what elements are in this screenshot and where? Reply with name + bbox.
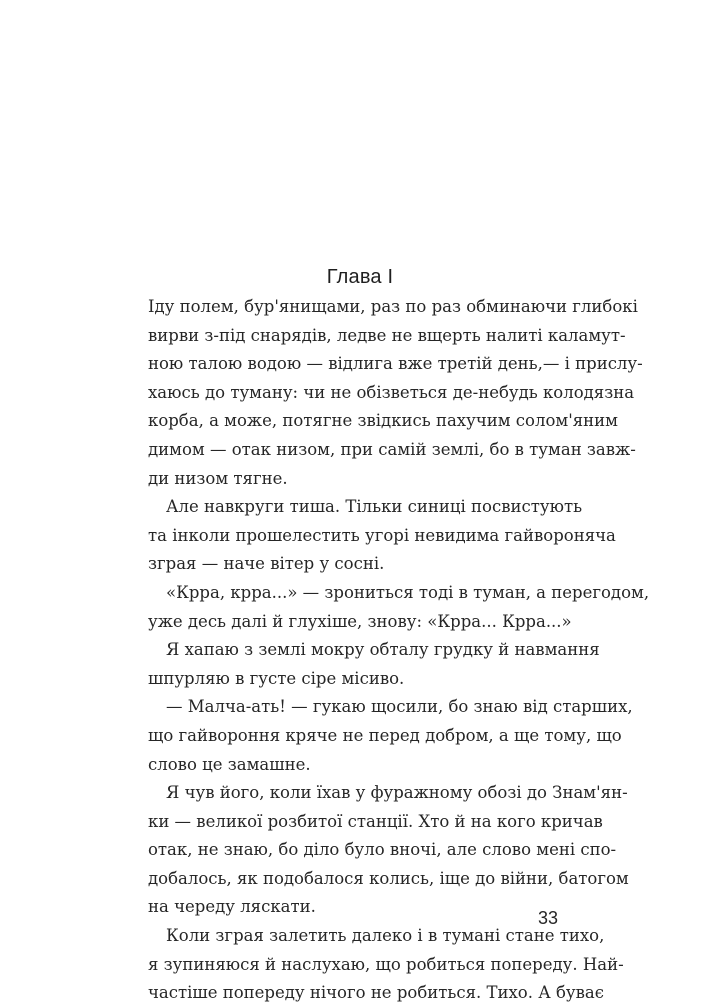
text-line: слово це замашне.	[148, 754, 311, 774]
text-line: шпурляю в густе сіре місиво.	[148, 668, 405, 688]
text-line: ки — великої розбитої станції. Хто й на кого кричав	[148, 811, 603, 831]
text-line: Я хапаю з землі мокру обталу грудку й навмання	[166, 640, 600, 660]
text-line: отак, не знаю, бо діло було вночі, але слово мені спо-	[148, 840, 617, 860]
text-line: вирви з-під снарядів, ледве не вщерть налиті каламут-	[148, 325, 626, 345]
text-line: димом — отак низом, при самій землі, бо в туман завж-	[148, 439, 636, 459]
text-line: частіше попереду нічого не робиться. Тихо. А буває	[148, 983, 604, 1003]
text-line: корба, а може, потягне звідкись пахучим солом'яним	[148, 411, 619, 431]
text-line: — Малча-ать! — гукаю щосили, бо знаю від старших,	[166, 697, 633, 717]
text-line: «Крра, крра...» — зрониться тоді в туман, а перегодом,	[166, 582, 650, 602]
text-line: хаюсь до туману: чи не обізветься де-небудь колодязна	[148, 382, 635, 402]
text-line: Іду полем, бур'янищами, раз по раз обминаючи глибокі	[148, 297, 638, 316]
text-line: на череду ляскати.	[148, 897, 316, 917]
text-line: Я чув його, коли їхав у фуражному обозі до Знам'ян-	[166, 783, 628, 803]
body-text	[148, 293, 650, 1008]
text-line: я зупиняюся й наслухаю, що робиться попереду. Най-	[148, 954, 624, 974]
text-line: та інколи прошелестить угорі невидима гайвороняча	[148, 525, 616, 545]
chapter-title: Глава I	[326, 266, 394, 288]
text-line: Але навкруги тиша. Тільки синиці посвистують	[166, 497, 583, 517]
text-line: зграя — наче вітер у сосні.	[148, 554, 385, 574]
text-line: Коли зграя залетить далеко і в тумані стане тихо,	[166, 926, 605, 946]
text-line: уже десь далі й глухіше, знову: «Крра... Крра...»	[148, 611, 572, 631]
page-number: 33	[537, 908, 558, 928]
text-line: що гайвороння кряче не перед добром, а ще тому, що	[148, 725, 622, 745]
text-line: ною талою водою — відлига вже третій день,— і прислу-	[148, 354, 643, 374]
text-line: добалось, як подобалося колись, іще до війни, батогом	[148, 868, 629, 888]
text-line: ди низом тягне.	[148, 468, 288, 488]
